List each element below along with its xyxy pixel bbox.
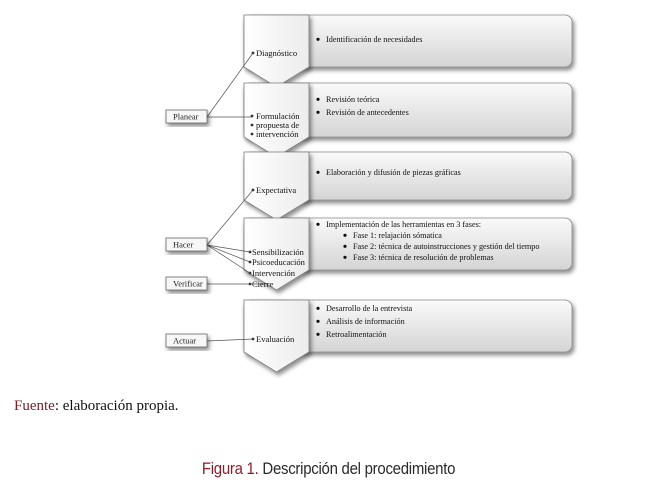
pdca-label: Planear bbox=[173, 111, 199, 122]
pdca-label: Verificar bbox=[173, 278, 203, 289]
bullet-dot bbox=[316, 320, 319, 323]
bullet-dot bbox=[316, 223, 319, 226]
bullet-dot bbox=[343, 234, 346, 237]
bullet-item: Fase 3: técnica de resolución de problemas bbox=[353, 253, 494, 262]
pdca-labels bbox=[166, 110, 207, 347]
figure-title: Descripción del procedimiento bbox=[258, 459, 456, 478]
stage-title: propuesta de bbox=[256, 120, 300, 130]
bullet-dot bbox=[316, 98, 319, 101]
stage-title: Formulación bbox=[256, 111, 300, 121]
stage-title: intervención bbox=[256, 129, 299, 139]
source-label: Fuente bbox=[14, 398, 55, 414]
bullet-item: Elaboración y difusión de piezas gráficas bbox=[326, 168, 461, 177]
bullet-item: Revisión de antecedentes bbox=[326, 108, 409, 117]
bullet-dot bbox=[316, 307, 319, 310]
title-dot bbox=[251, 124, 254, 127]
stage-title: Psicoeducación bbox=[252, 257, 305, 267]
bullet-dot bbox=[343, 245, 346, 248]
stage-title: Intervención bbox=[252, 268, 295, 278]
figure-caption bbox=[39, 459, 617, 479]
title-dot bbox=[251, 133, 254, 136]
source-text: : elaboración propia. bbox=[54, 398, 179, 414]
bullet-dot bbox=[316, 171, 319, 174]
source-note bbox=[14, 398, 179, 415]
stage-title: Expectativa bbox=[256, 185, 297, 195]
stage-title: Diagnóstico bbox=[256, 48, 298, 58]
stage-title: Sensibilización bbox=[252, 247, 304, 257]
bullet-item: Fase 2: técnica de autoinstrucciones y gestión del tiempo bbox=[353, 242, 540, 251]
bullet-item: Fase 1: relajación sómatica bbox=[353, 231, 442, 240]
bullet-dot bbox=[343, 256, 346, 259]
connector-line bbox=[207, 245, 250, 262]
pdca-label: Actuar bbox=[173, 335, 197, 346]
connector-line bbox=[207, 245, 250, 273]
bullet-item: Identificación de necesidades bbox=[326, 35, 423, 44]
stage-chevrons bbox=[244, 15, 309, 372]
stage-title: Cierre bbox=[252, 279, 274, 289]
bullet-item: Retroalimentación bbox=[326, 330, 387, 339]
bullet-item: Desarrollo de la entrevista bbox=[326, 304, 413, 313]
figure-number: Figura 1. bbox=[201, 459, 259, 478]
bullet-item: Análisis de información bbox=[326, 317, 405, 326]
bullet-dot bbox=[316, 333, 319, 336]
pdca-label: Hacer bbox=[173, 239, 194, 250]
bullet-dot bbox=[316, 38, 319, 41]
bullet-item: Implementación de las herramientas en 3 fases: bbox=[326, 220, 482, 229]
bullet-item: Revisión teórica bbox=[326, 95, 380, 104]
bullet-dot bbox=[316, 111, 319, 114]
stage-title: Evaluación bbox=[256, 334, 295, 344]
connector-line bbox=[207, 245, 250, 252]
